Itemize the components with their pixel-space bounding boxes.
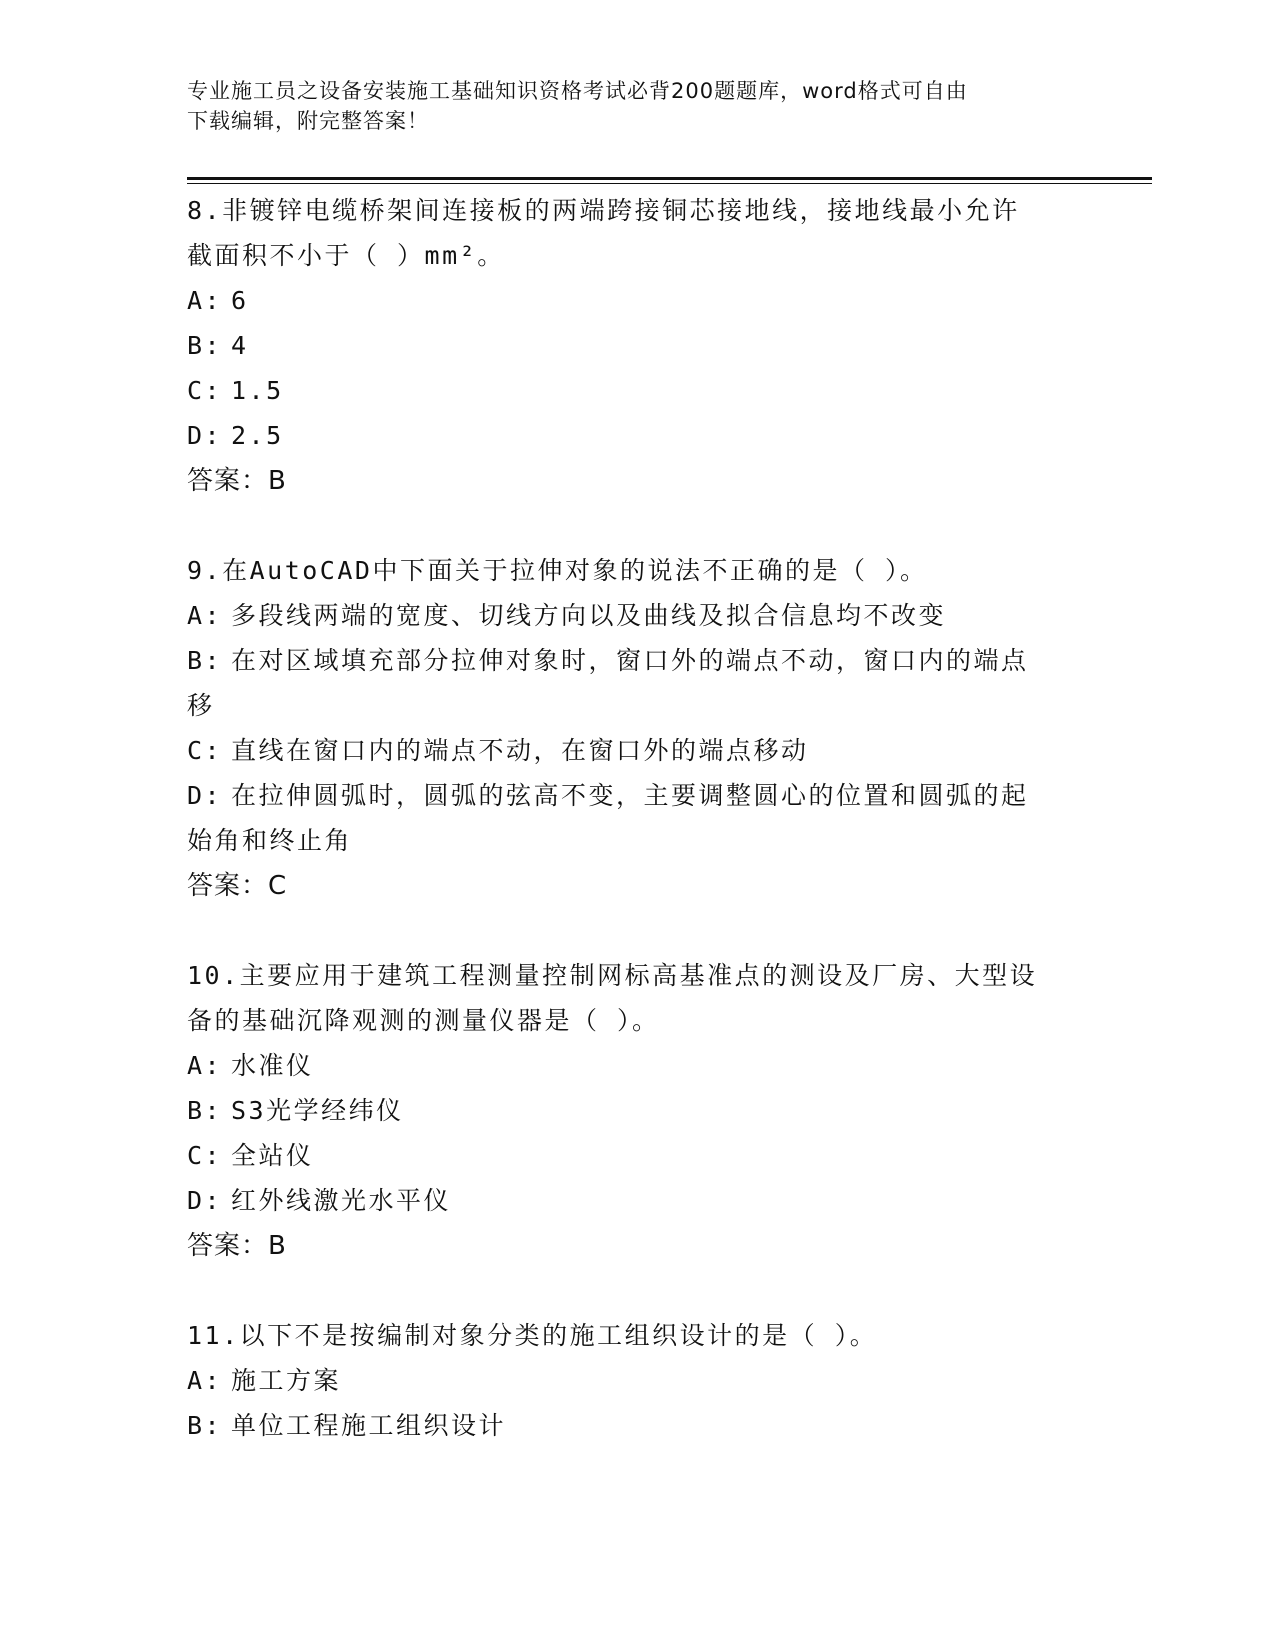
option-b [187,638,1087,683]
option-text: S3光学经纬仪 [231,1096,404,1125]
option-text: 在拉伸圆弧时，圆弧的弦高不变，主要调整圆心的位置和圆弧的起 [231,781,1029,810]
option-text: 在对区域填充部分拉伸对象时，窗口外的端点不动，窗口内的端点 [231,646,1029,675]
option-text: 水准仪 [231,1051,314,1080]
option-d [187,413,1087,458]
option-key: D: [187,781,223,810]
option-key: B: [187,331,223,360]
option-b [187,323,1087,368]
option-key: A: [187,286,223,315]
option-key: C: [187,736,223,765]
option-text: 单位工程施工组织设计 [231,1411,507,1440]
option-text: 红外线激光水平仪 [231,1186,452,1215]
option-key: A: [187,1366,223,1395]
answer-label: 答案：B [187,1231,287,1261]
header-line-1: 专业施工员之设备安装施工基础知识资格考试必背200题题库，word格式可自由 [187,79,968,103]
header-line-2: 下载编辑，附完整答案！ [187,109,429,133]
option-text: 全站仪 [231,1141,314,1170]
option-a [187,1358,1087,1403]
option-key: D: [187,421,223,450]
question-list [187,188,1087,1448]
option-text: 4 [231,331,249,360]
option-c [187,728,1087,773]
option-d-cont: 始角和终止角 [187,826,353,855]
option-a [187,278,1087,323]
option-text: 2.5 [231,421,284,450]
option-a [187,593,1087,638]
option-a [187,1043,1087,1088]
question-10 [187,953,1087,1269]
question-9 [187,548,1087,909]
option-key: C: [187,376,223,405]
option-text: 直线在窗口内的端点不动，在窗口外的端点移动 [231,736,809,765]
option-d [187,1178,1087,1223]
option-c [187,1133,1087,1178]
option-key: C: [187,1141,223,1170]
option-key: B: [187,646,223,675]
header-divider-thin [187,183,1152,184]
option-key: D: [187,1186,223,1215]
document-header [187,76,1067,136]
header-divider-thick [187,177,1152,180]
option-text: 6 [231,286,249,315]
option-b [187,1403,1087,1448]
question-text: 9.在AutoCAD中下面关于拉伸对象的说法不正确的是（ ）。 [187,556,928,585]
option-key: A: [187,601,223,630]
option-b [187,1088,1087,1133]
option-key: B: [187,1096,223,1125]
answer-label: 答案：B [187,466,287,496]
option-key: A: [187,1051,223,1080]
question-11 [187,1313,1087,1448]
question-text: 10.主要应用于建筑工程测量控制网标高基准点的测设及厂房、大型设 [187,961,1038,990]
option-c [187,368,1087,413]
option-d [187,773,1087,818]
question-text-cont: 截面积不小于（ ）mm²。 [187,241,505,270]
option-text: 1.5 [231,376,284,405]
answer-label: 答案：C [187,871,288,901]
question-8 [187,188,1087,504]
question-text-cont: 备的基础沉降观测的测量仪器是（ ）。 [187,1006,660,1035]
option-b-cont: 移 [187,691,215,720]
option-text: 施工方案 [231,1366,342,1395]
option-key: B: [187,1411,223,1440]
question-text: 11.以下不是按编制对象分类的施工组织设计的是（ ）。 [187,1321,878,1350]
question-text: 8.非镀锌电缆桥架间连接板的两端跨接铜芯接地线，接地线最小允许 [187,196,1020,225]
option-text: 多段线两端的宽度、切线方向以及曲线及拟合信息均不改变 [231,601,947,630]
